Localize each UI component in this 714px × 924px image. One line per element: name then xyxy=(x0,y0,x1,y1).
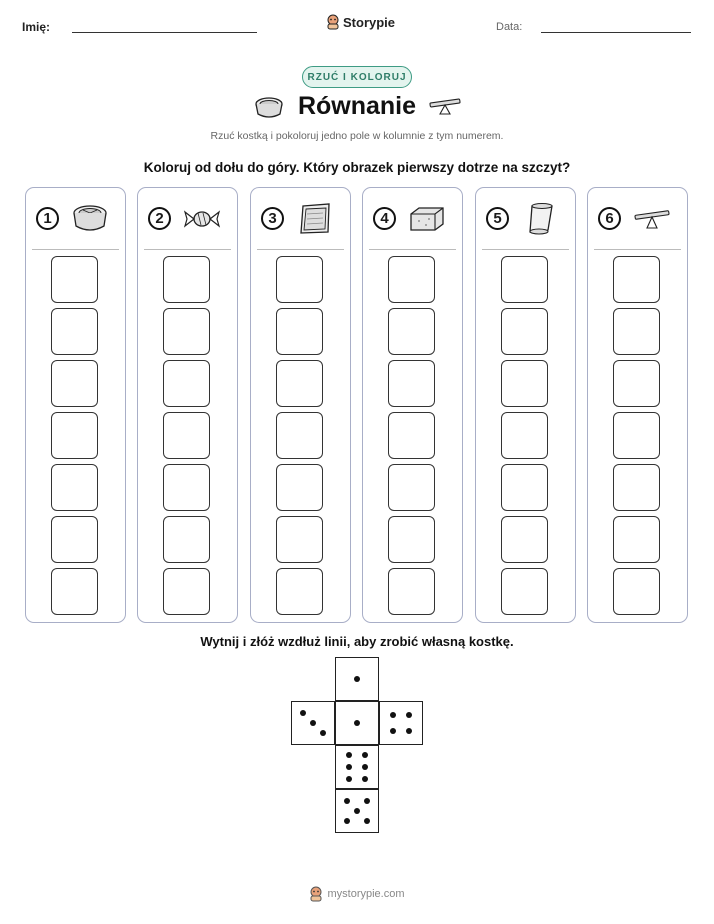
coloring-cell[interactable] xyxy=(388,308,435,355)
coloring-cell[interactable] xyxy=(163,256,210,303)
column-6 xyxy=(587,187,688,623)
sand-tray-icon xyxy=(295,202,335,236)
coloring-cell[interactable] xyxy=(501,360,548,407)
coloring-cell[interactable] xyxy=(163,360,210,407)
column-number: 6 xyxy=(598,207,621,230)
dice-pip xyxy=(362,764,368,770)
paper-scroll-icon xyxy=(520,202,560,236)
dice-pip xyxy=(354,676,360,682)
storypie-mascot-icon xyxy=(309,886,323,902)
coloring-cell[interactable] xyxy=(613,256,660,303)
coloring-cell[interactable] xyxy=(163,412,210,459)
dice-pip xyxy=(344,818,350,824)
activity-badge: RZUĆ I KOLORUJ xyxy=(302,66,412,88)
dice-pip xyxy=(310,720,316,726)
coloring-cell[interactable] xyxy=(163,308,210,355)
column-5 xyxy=(475,187,576,623)
name-label: Imię: xyxy=(22,20,51,34)
column-2 xyxy=(137,187,238,623)
dice-pip xyxy=(406,712,412,718)
coloring-cell[interactable] xyxy=(276,256,323,303)
dice-pip xyxy=(364,818,370,824)
subtitle: Rzuć kostką i pokoloruj jedno pole w kolumnie z tym numerem. xyxy=(210,130,504,142)
column-number: 3 xyxy=(261,207,284,230)
dice-pip xyxy=(346,776,352,782)
stone-block-icon xyxy=(407,202,447,236)
dice-pip xyxy=(390,712,396,718)
column-divider xyxy=(32,249,119,250)
name-line xyxy=(72,32,257,33)
seesaw-icon xyxy=(428,97,462,117)
coloring-cell[interactable] xyxy=(501,308,548,355)
coloring-cell[interactable] xyxy=(163,568,210,615)
coloring-cell[interactable] xyxy=(163,464,210,511)
coloring-cell[interactable] xyxy=(613,516,660,563)
dice-pip xyxy=(354,720,360,726)
question-heading: Koloruj od dołu do góry. Który obrazek pierwszy dotrze na szczyt? xyxy=(143,160,571,175)
dice-pip xyxy=(362,752,368,758)
coloring-cell[interactable] xyxy=(501,256,548,303)
seesaw-icon xyxy=(632,202,672,236)
dice-pip xyxy=(364,798,370,804)
column-3 xyxy=(250,187,351,623)
coloring-cell[interactable] xyxy=(276,568,323,615)
coloring-cell[interactable] xyxy=(51,412,98,459)
coloring-cell[interactable] xyxy=(613,360,660,407)
coloring-cell[interactable] xyxy=(388,360,435,407)
column-4 xyxy=(362,187,463,623)
dice-face xyxy=(335,789,379,833)
coloring-cell[interactable] xyxy=(388,412,435,459)
coloring-cell[interactable] xyxy=(276,516,323,563)
coloring-cell[interactable] xyxy=(276,308,323,355)
coloring-cell[interactable] xyxy=(51,308,98,355)
coloring-cell[interactable] xyxy=(51,256,98,303)
column-number: 2 xyxy=(148,207,171,230)
storypie-mascot-icon xyxy=(326,14,340,30)
cut-instruction: Wytnij i złóż wzdłuż linii, aby zrobić własną kostkę. xyxy=(200,634,514,649)
date-label: Data: xyxy=(496,21,523,33)
coloring-cell[interactable] xyxy=(388,516,435,563)
dice-pip xyxy=(344,798,350,804)
column-divider xyxy=(144,249,231,250)
dice-face xyxy=(335,745,379,789)
coloring-cell[interactable] xyxy=(613,568,660,615)
coloring-cell[interactable] xyxy=(51,360,98,407)
coloring-cell[interactable] xyxy=(501,464,548,511)
coloring-cell[interactable] xyxy=(51,464,98,511)
coloring-cell[interactable] xyxy=(276,360,323,407)
coloring-cell[interactable] xyxy=(51,568,98,615)
coloring-cell[interactable] xyxy=(276,412,323,459)
coloring-cell[interactable] xyxy=(501,412,548,459)
page-title: Równanie xyxy=(297,92,417,120)
coloring-cell[interactable] xyxy=(51,516,98,563)
dice-pip xyxy=(346,764,352,770)
dice-face xyxy=(335,657,379,701)
dice-pip xyxy=(346,752,352,758)
coloring-cell[interactable] xyxy=(613,308,660,355)
coloring-cell[interactable] xyxy=(501,516,548,563)
dice-face xyxy=(335,701,379,745)
column-number: 5 xyxy=(486,207,509,230)
coloring-cell[interactable] xyxy=(388,464,435,511)
column-divider xyxy=(482,249,569,250)
coloring-cell[interactable] xyxy=(613,464,660,511)
brand-name: Storypie xyxy=(343,14,396,30)
dice-pip xyxy=(354,808,360,814)
dice-pip xyxy=(300,710,306,716)
coloring-cell[interactable] xyxy=(388,568,435,615)
dice-pip xyxy=(362,776,368,782)
column-1 xyxy=(25,187,126,623)
column-number: 1 xyxy=(36,207,59,230)
coloring-cell[interactable] xyxy=(501,568,548,615)
dice-face xyxy=(379,701,423,745)
column-divider xyxy=(594,249,681,250)
column-number: 4 xyxy=(373,207,396,230)
footer xyxy=(0,886,714,902)
dice-pip xyxy=(406,728,412,734)
footer-url: mystorypie.com xyxy=(327,888,405,900)
coloring-cell[interactable] xyxy=(163,516,210,563)
dice-face xyxy=(291,701,335,745)
coloring-cell[interactable] xyxy=(613,412,660,459)
column-divider xyxy=(369,249,456,250)
dice-pip xyxy=(320,730,326,736)
brand-logo xyxy=(326,14,395,30)
balance-scale-pan-icon xyxy=(70,202,110,236)
column-divider xyxy=(257,249,344,250)
wrapped-candy-icon xyxy=(182,202,222,236)
coloring-cell[interactable] xyxy=(388,256,435,303)
coloring-cell[interactable] xyxy=(276,464,323,511)
dice-pip xyxy=(390,728,396,734)
date-line xyxy=(541,32,691,33)
